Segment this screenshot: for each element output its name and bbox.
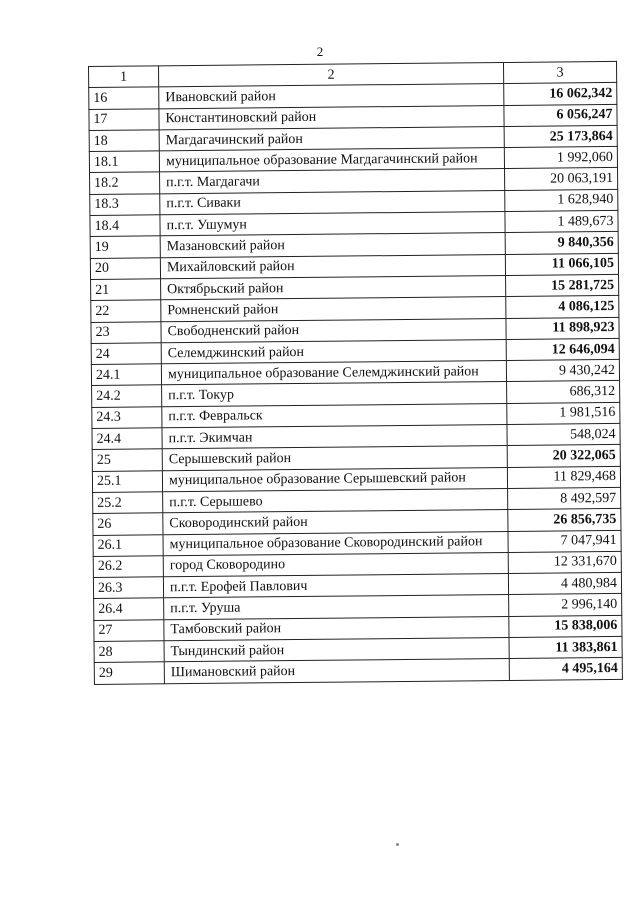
budget-table [88, 61, 623, 685]
row-value: 11 829,468 [507, 466, 620, 488]
row-name: Тындинский район [164, 638, 509, 663]
row-number: 17 [89, 108, 159, 130]
row-name: п.г.т. Серышево [163, 488, 508, 513]
row-number: 29 [94, 662, 164, 684]
row-name: Константиновский район [159, 105, 504, 130]
row-number: 23 [91, 321, 161, 343]
row-value: 548,024 [507, 423, 620, 445]
row-number: 25.2 [93, 492, 163, 514]
row-name: Михайловский район [160, 254, 505, 279]
row-value: 26 856,735 [508, 509, 621, 531]
row-value: 12 646,094 [506, 338, 619, 360]
row-name: муниципальное образование Селемджинский район [161, 361, 506, 386]
row-name: Мазановский район [160, 233, 505, 258]
row-value: 1 489,673 [505, 210, 618, 232]
row-value: 11 066,105 [505, 253, 618, 275]
row-value: 7 047,941 [508, 530, 621, 552]
row-value: 4 495,164 [509, 658, 622, 680]
row-name: Сковородинский район [163, 510, 508, 535]
row-name: Ромненский район [161, 297, 506, 322]
row-name: Октябрьский район [161, 275, 506, 300]
row-number: 18.4 [90, 215, 160, 237]
row-number: 19 [90, 236, 160, 258]
row-value: 4 086,125 [506, 296, 619, 318]
row-value: 11 898,923 [506, 317, 619, 339]
row-value: 20 063,191 [505, 168, 618, 190]
row-name: муниципальное образование Серышевский район [162, 467, 507, 492]
row-name: п.г.т. Ушумун [160, 212, 505, 237]
row-value: 1 628,940 [505, 189, 618, 211]
header-col-2: 2 [159, 63, 504, 88]
row-value: 20 322,065 [507, 445, 620, 467]
row-number: 27 [94, 620, 164, 642]
row-name: п.г.т. Ерофей Павлович [163, 574, 508, 599]
row-value: 2 996,140 [509, 594, 622, 616]
table-row [94, 658, 622, 684]
row-value: 686,312 [507, 381, 620, 403]
row-number: 18.2 [90, 172, 160, 194]
header-col-3: 3 [503, 61, 616, 83]
row-name: город Сковородино [163, 552, 508, 577]
row-number: 24.1 [91, 364, 161, 386]
row-number: 18 [89, 130, 159, 152]
row-number: 16 [89, 87, 159, 109]
row-value: 9 430,242 [506, 360, 619, 382]
row-name: Тамбовский район [164, 616, 509, 641]
row-name: п.г.т. Магдагачи [160, 169, 505, 194]
row-name: Шимановский район [164, 659, 509, 684]
row-value: 25 173,864 [504, 125, 617, 147]
row-number: 26.4 [94, 598, 164, 620]
header-col-1: 1 [89, 66, 159, 88]
row-name: Серышевский район [162, 446, 507, 471]
row-value: 16 062,342 [504, 83, 617, 105]
row-number: 18.3 [90, 194, 160, 216]
document-table-container [88, 61, 622, 685]
row-name: Магдагачинский район [159, 126, 504, 151]
row-value: 1 981,516 [507, 402, 620, 424]
row-number: 25 [92, 449, 162, 471]
row-value: 6 056,247 [504, 104, 617, 126]
row-number: 21 [91, 279, 161, 301]
row-name: п.г.т. Экимчан [162, 425, 507, 450]
row-value: 11 383,861 [509, 636, 622, 658]
row-name: муниципальное образование Магдагачинский район [159, 148, 504, 173]
row-number: 24.2 [92, 385, 162, 407]
row-number: 28 [94, 641, 164, 663]
row-name: п.г.т. Сиваки [160, 190, 505, 215]
row-number: 24.3 [92, 407, 162, 429]
row-name: Свободненский район [161, 318, 506, 343]
row-name: Селемджинский район [161, 339, 506, 364]
row-value: 15 281,725 [506, 274, 619, 296]
row-name: п.г.т. Токур [162, 382, 507, 407]
row-number: 24 [91, 343, 161, 365]
row-value: 15 838,006 [509, 615, 622, 637]
row-number: 26.1 [93, 534, 163, 556]
page-number: 2 [316, 44, 324, 59]
row-number: 25.1 [92, 470, 162, 492]
row-number: 24.4 [92, 428, 162, 450]
row-number: 26.2 [93, 556, 163, 578]
scan-speck [396, 843, 399, 846]
row-number: 26 [93, 513, 163, 535]
row-value: 12 331,670 [508, 551, 621, 573]
row-value: 9 840,356 [505, 232, 618, 254]
row-value: 1 992,060 [504, 147, 617, 169]
row-value: 8 492,597 [508, 487, 621, 509]
row-name: Ивановский район [159, 84, 504, 109]
row-value: 4 480,984 [508, 573, 621, 595]
row-name: муниципальное образование Сковородинский район [163, 531, 508, 556]
row-name: п.г.т. Уруша [164, 595, 509, 620]
row-number: 26.3 [93, 577, 163, 599]
row-number: 18.1 [89, 151, 159, 173]
row-name: п.г.т. Февральск [162, 403, 507, 428]
row-number: 20 [90, 257, 160, 279]
row-number: 22 [91, 300, 161, 322]
